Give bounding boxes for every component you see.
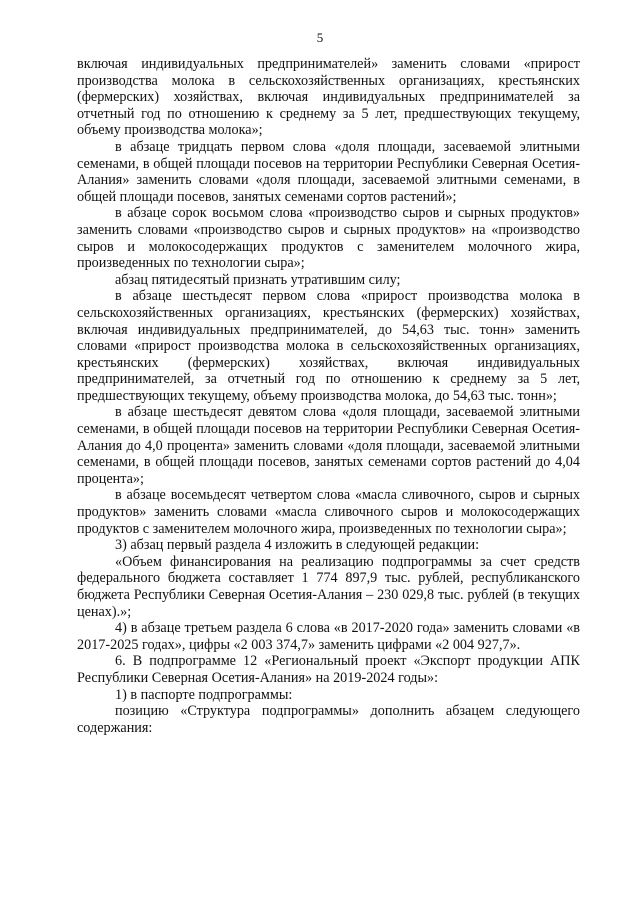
paragraph-item-3: 3) абзац первый раздела 4 изложить в следующей редакции: [115, 537, 480, 554]
paragraph-abzac-84: в абзаце восемьдесят четвертом слова «масла сливочного, сыров и сырных продуктов» заменить словами «масла сливочного сыров и молокосодержащих продуктов с заменителем молочного жира, произведенных по технологии сыра»; [77, 487, 580, 537]
paragraph-continuation: включая индивидуальных предпринимателей» заменить словами «прирост производства молока в сельскохозяйственных организациях, крестьянских (фермерских) хозяйствах, включая индивидуальных предпринимателей за отчетный год по отношению к среднему за 5 лет, предшествующих текущему, объему производства молока»; [77, 56, 580, 139]
paragraph-funding-quote: «Объем финансирования на реализацию подпрограммы за счет средств федерального бюджета составляет 1 774 897,9 тыс. рублей, республиканского бюджета Республики Северная Осетия-Алания – 230 029,8 тыс. рублей (в текущих ценах).»; [77, 553, 580, 620]
paragraph-abzac-48: в абзаце сорок восьмом слова «производство сыров и сырных продуктов» заменить словами «производство сыров и сырных продуктов» на «производство сыров и молокосодержащих продуктов с заменителем молочного жира, произведенных по технологии сыра»; [77, 205, 580, 272]
paragraph-abzac-69: в абзаце шестьдесят девятом слова «доля площади, засеваемой элитными семенами, в общей площади посевов на территории Республики Северная Осетия-Алания до 4,0 процента» заменить словами «доля площади, засеваемой элитными семенами, в общей площади посевов, занятых семенами сортов растений до 4,04 процента»; [77, 404, 580, 487]
document-body [77, 56, 580, 736]
page-number: 5 [316, 30, 324, 45]
paragraph-passport: 1) в паспорте подпрограммы: [115, 686, 293, 703]
paragraph-abzac-61: в абзаце шестьдесят первом слова «прирост производства молока в сельскохозяйственных организациях, крестьянских (фермерских) хозяйствах, включая индивидуальных предпринимателей, до 54,63 тыс. тонн» заменить словами «прирост производства молока в сельскохозяйственных организациях, крестьянских (фермерских) хозяйствах, включая индивидуальных предпринимателей, за отчетный год по отношению к среднему за 5 лет, предшествующих текущему, объему производства молока, до 54,63 тыс. тонн»; [77, 288, 580, 404]
paragraph-item-4: 4) в абзаце третьем раздела 6 слова «в 2017-2020 года» заменить словами «в 2017-2025 годах», цифры «2 003 374,7» заменить цифрами «2 004 927,7». [77, 620, 580, 653]
paragraph-section-6: 6. В подпрограмме 12 «Региональный проект «Экспорт продукции АПК Республики Северная Осетия-Алания» на 2019-2024 годы»: [77, 653, 580, 686]
paragraph-abzac-50: абзац пятидесятый признать утратившим силу; [115, 271, 401, 288]
paragraph-structure: позицию «Структура подпрограммы» дополнить абзацем следующего содержания: [77, 703, 580, 736]
paragraph-abzac-31: в абзаце тридцать первом слова «доля площади, засеваемой элитными семенами, в общей площади посевов на территории Республики Северная Осетия-Алания» заменить словами «доля площади, засеваемой элитными семенами, в общей площади посевов, занятых семенами сортов растений»; [77, 138, 580, 205]
